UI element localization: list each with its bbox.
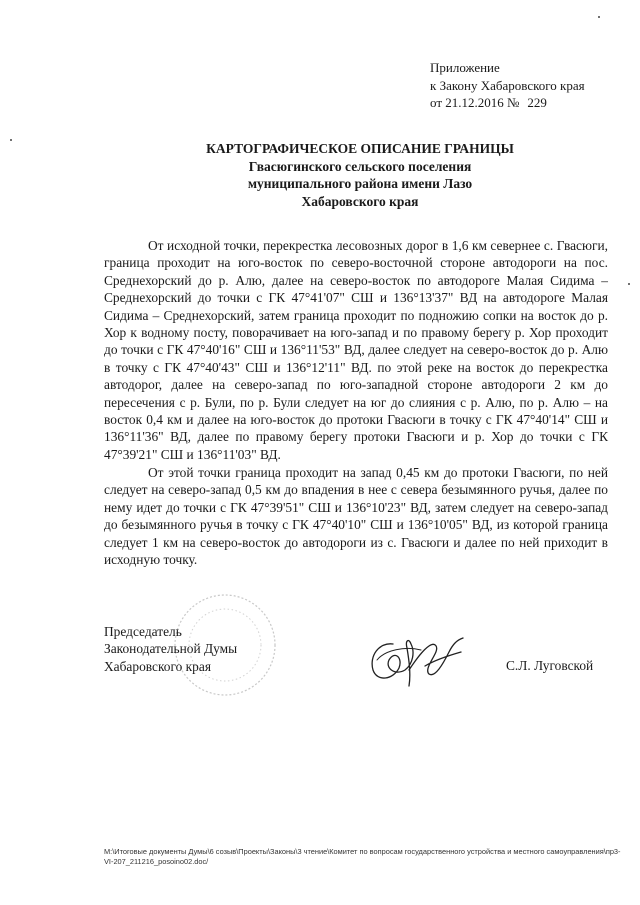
document-subtitle-district: муниципального района имени Лазо [247, 176, 473, 191]
paragraph-2-text: От этой точки граница проходит на запад 0,45 км до протоки Гвасюги, по ней следует на северо-запад 0,5 км до впадения в нее с севера безымянного ручья, далее по нему идет до точки с ГК 47°39'51" СШ и 136°10'23" ВД, затем следует на северо-запад до безымянного ручья в точку с ГК 47°40'10" СШ и 136°10'05" ВД, из которой граница следует 1 км на северо-восток до автодороги из с. Гвасюги и далее по ней приходит в исходную точку. [104, 465, 608, 568]
document-title: КАРТОГРАФИЧЕСКОЕ ОПИСАНИЕ ГРАНИЦЫ [206, 141, 514, 156]
document-subtitle-region: Хабаровского края [301, 193, 419, 209]
boundary-description-paragraph-1 [104, 237, 608, 463]
attachment-note [430, 59, 585, 112]
attachment-line-3 [430, 94, 585, 112]
file-path-footer: M:\Итоговые документы Думы\6 созыв\Проекты\Законы\3 чтение\Комитет по вопросам государственного устройства и местного самоуправления\пр3-VI-207_211216_posoino02.doc/ [104, 847, 621, 866]
signer-position-line-3: Хабаровского края [104, 658, 211, 674]
signer-name: С.Л. Луговской [506, 658, 594, 673]
signature-block [104, 623, 237, 675]
document-subtitle-settlement: Гвасюгинского сельского поселения [248, 158, 472, 174]
scan-speck [10, 139, 12, 141]
signer-position-line-2: Законодательной Думы [104, 641, 238, 657]
scan-speck [628, 283, 630, 285]
boundary-description-paragraph-2 [104, 464, 608, 568]
attachment-number: 229 [527, 95, 547, 110]
paragraph-1-text: От исходной точки, перекрестка лесовозных дорог в 1,6 км севернее с. Гвасюги, граница проходит на юго-восток по северо-восточной стороне автодороги на пос. Среднехорский до р. Алю, далее на северо-восток по автодороге Малая Сидима – Среднехорский до точки с ГК 47°41'07" СШ и 136°13'37" ВД на автодороге Малая Сидима – Среднехорский, затем граница проходит по подножию сопки на восток до р. Хор к водному посту, поворачивает на юго-запад и по правому берегу р. Хор проходит до точки с ГК 47°40'16" СШ и 136°11'53" ВД, далее следует на северо-восток до р. Алю в точку с ГК 47°40'43" СШ и 136°12'11" ВД. по этой реке на восток до перекрестка автодорог, далее на северо-запад по юго-западной стороне автодороги 2 км до пересечения с р. Були, по р. Були следует на юг до слияния с р. Алю, по р. Алю – на восток 0,4 км и далее на юго-восток до протоки Гвасюги в точку с ГК 47°40'14" СШ и 136°11'36" ВД, далее по правому берегу протоки Гвасюги и р. Хор до точки с ГК 47°39'21" СШ и 136°11'03" ВД. [104, 238, 608, 462]
attachment-line-2: к Закону Хабаровского края [430, 77, 585, 93]
scan-speck [598, 16, 600, 18]
handwritten-signature [365, 630, 470, 690]
attachment-line-1: Приложение [430, 60, 500, 75]
attachment-date: от 21.12.2016 № [430, 95, 520, 110]
signer-position-line-1: Председатель [104, 624, 182, 639]
